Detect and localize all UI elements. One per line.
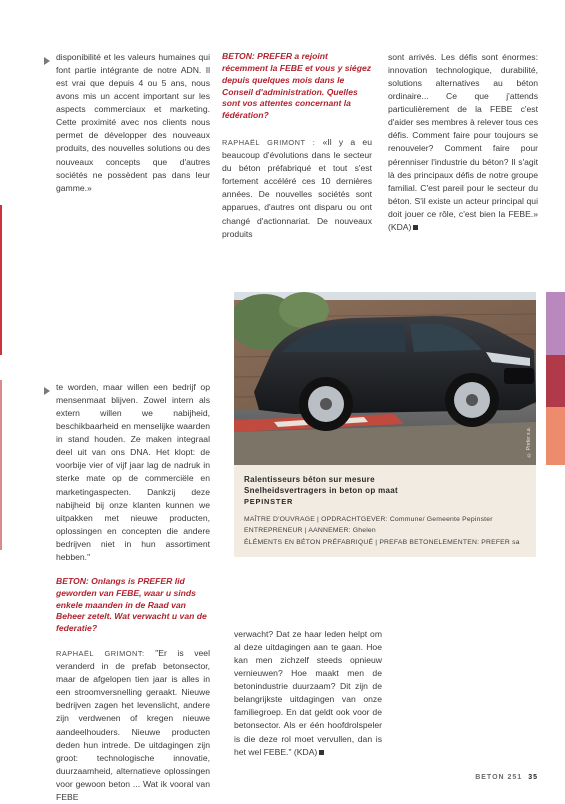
left-accent-bar-top — [0, 205, 2, 355]
article-col2-bottom — [234, 628, 382, 759]
paragraph-fr-1: disponibilité et les valeurs humaines qui font partie intégrante de notre ADN. Il est vrai que depuis 4 ou 5 ans, nous avons mis un accent important sur les aspects commerciaux et marketing. Cette proximité avec nos clients nous permet de développer des nouveaux produits, des nouvelles solutions ou des nouveaux concepts que d'autres sociétés ne possèdent pas dans leur gamme.» — [56, 52, 210, 193]
article-col2-top — [222, 51, 372, 241]
triangle-arrow-icon — [44, 57, 50, 65]
section-tab-darkred — [546, 355, 565, 407]
page-footer — [475, 774, 538, 781]
magazine-issue: BETON 251 — [475, 774, 523, 781]
photo-credit: © Prefer s.a. — [526, 426, 532, 457]
caption-location: PEPINSTER — [244, 496, 294, 506]
car-photo-illustration — [234, 292, 536, 465]
paragraph-nl-2: verwacht? Dat ze haar leden helpt om al deze uitdagingen aan te gaan. Hoe kan men zichzelf steeds opnieuw vernieuwen? Hoe maakt men de betonindustrie duurzaam? Dit zijn de belangrijkste uitdagingen van onze familiegroep. En dat geldt ook voor de betonsector. Als er één hoofdrolspeler is die deze rol moet vervullen, dan is het wel FEBE." (KDA) — [234, 629, 382, 757]
photo-caption-box — [234, 465, 536, 557]
caption-title-nl: Snelheidsvertragers in beton op maat — [244, 485, 398, 495]
interview-question-fr: BETON: PREFER a rejoint récemment la FEBE et vous y siégez depuis quelques mois dans le Conseil d'administration. Quelles sont vos attentes concernant la fédération? — [222, 51, 372, 121]
article-col1-bottom — [56, 381, 210, 804]
article-photo — [234, 292, 536, 465]
caption-value: Commune/ Gemeente Pepinster — [389, 515, 493, 523]
caption-title-fr: Ralentisseurs béton sur mesure — [244, 475, 375, 484]
end-square-icon — [413, 225, 418, 230]
caption-value: Ghelen — [352, 527, 376, 535]
triangle-arrow-icon — [44, 387, 50, 395]
article-col3-top — [388, 51, 538, 234]
paragraph-fr-2: sont arrivés. Les défis sont énormes: innovation technologique, durabilité, solutions alternatives au béton ordinaire... Ce que j'attends particulièrement de la FEBE c'est d'aider ses membres à relever tous ces défis. Comment faire pour toujours se renouveler? Comment faire pour pérenniser l'industrie du béton? Il s'agit là des principaux défis de notre groupe familial. C'est pareil pour le secteur du béton. S'il existe un acteur principal qui doit jouer ce rôle, c'est bien la FEBE.» (KDA) — [388, 52, 538, 232]
answer-nl: "Er is veel veranderd in de prefab betonsector, maar de afgelopen tien jaar is alles in een stroomversnelling geraakt. Nieuwe bedrijven zagen het levenslicht, andere zijn verdwenen of kregen nieuwe aandeelhouders. Nieuwe producten deden hun intrede. De uitdagingen zijn groot: technologische innovatie, duurzaamheid, alternatieve oplossingen voor gewoon beton ... Wat ik vooral van FEBE — [56, 648, 210, 802]
caption-row-client — [244, 514, 526, 526]
caption-label: MAÎTRE D'OUVRAGE | OPDRACHTGEVER: — [244, 515, 388, 523]
caption-label: ÉLÉMENTS EN BÉTON PRÉFABRIQUÉ | PREFAB BETONELEMENTEN: — [244, 539, 480, 547]
caption-row-prefab — [244, 537, 526, 549]
speaker-name-nl: RAPHAËL GRIMONT: — [56, 649, 145, 659]
caption-row-contractor — [244, 525, 526, 537]
caption-label: ENTREPRENEUR | AANNEMER: — [244, 527, 351, 535]
interview-question-nl: BETON: Onlangs is PREFER lid geworden van FEBE, waar u sinds enkele maanden in de Raad van Beheer zetelt. Wat verwacht u van de federatie? — [56, 575, 207, 634]
speaker-name-fr: RAPHAËL GRIMONT : — [222, 138, 316, 148]
section-tab-salmon — [546, 407, 565, 465]
end-square-icon — [319, 750, 324, 755]
page-number: 35 — [528, 774, 538, 781]
paragraph-nl-1: te worden, maar willen een bedrijf op mensenmaat blijven. Zowel intern als extern willen we nabijheid, beschikbaarheid en menselijke waarden in stand houden. Ze maken integraal deel uit van ons DNA. Het klopt: de voorbije vier of vijf jaar lag de nadruk in sterke mate op de commerciële en marketingaspecten. Dankzij deze nabijheid bij onze klanten kunnen we uitpakken met nieuwe producten, oplossingen en concepten die andere bedrijven niet in hun assortiment hebben." — [56, 382, 210, 562]
section-tab-purple — [546, 292, 565, 355]
caption-value: PREFER sa — [481, 539, 520, 547]
answer-fr: «Il y a eu beaucoup d'évolutions dans le secteur du béton préfabriqué et tout s'est fortement accéléré ces 10 dernières années. De nouvelles sociétés sont apparues, d'autres ont disparu ou ont changé d'actionnariat. De nouveaux produits — [222, 137, 372, 239]
left-accent-bar-bottom — [0, 380, 2, 550]
article-col1-top — [56, 51, 210, 195]
